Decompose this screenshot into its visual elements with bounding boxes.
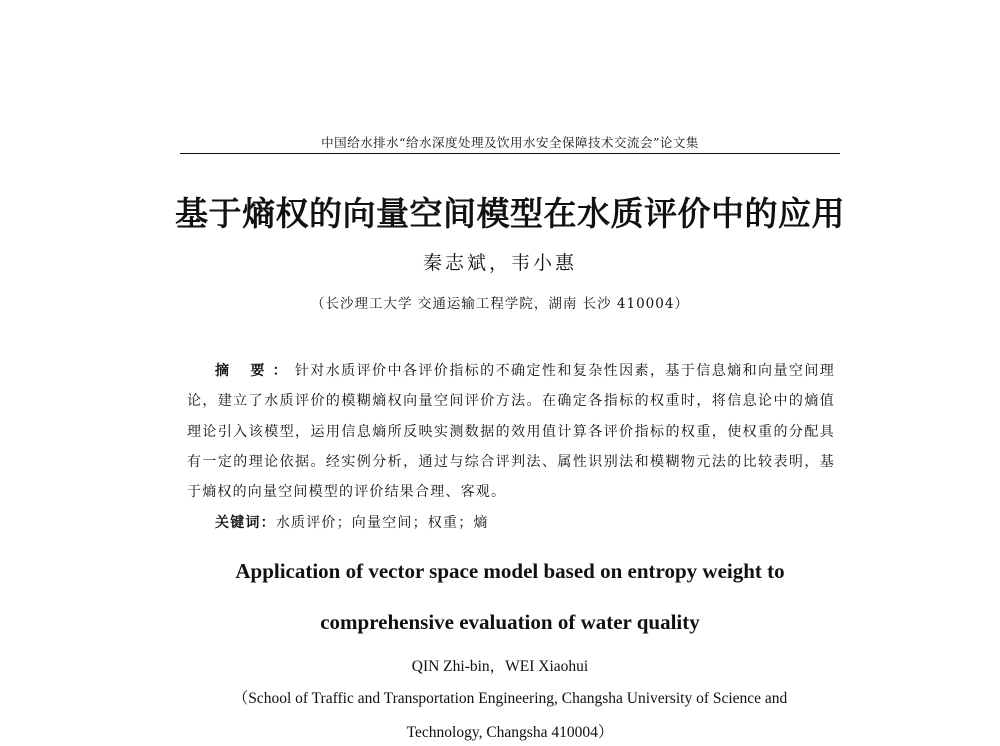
affiliation-cn: （长沙理工大学 交通运输工程学院，湖南 长沙 410004） [311,296,689,312]
keywords-cn [215,512,835,532]
authors-en: QIN Zhi-bin，WEI Xiaohui [411,658,589,675]
header-rule [180,153,840,154]
abstract-label: 摘 要： [215,363,295,379]
paper-title-en-line2: comprehensive evaluation of water quality [320,610,700,634]
abstract-cn [187,356,835,507]
abstract-text: 针对水质评价中各评价指标的不确定性和复杂性因素，基于信息熵和向量空间理论，建立了水质评价的模糊熵权向量空间评价方法。在确定各指标的权重时，将信息论中的熵值理论引入该模型，运用信息熵所反映实测数据的效用值计算各评价指标的权重，使权重的分配具有一定的理论依据。经实例分析，通过与综合评判法、属性识别法和模糊物元法的比较表明，基于熵权的向量空间模型的评价结果合理、客观。 [187,363,836,501]
affiliation-en-line2: Technology, Changsha 410004） [406,724,614,741]
proceedings-header: 中国给水排水“给水深度处理及饮用水安全保障技术交流会”论文集 [321,135,699,150]
authors-cn: 秦志斌，韦小惠 [422,252,577,274]
affiliation-en-line1: （School of Traffic and Transportation Engineering, Changsha University of Science and [232,690,788,707]
paper-title-cn: 基于熵权的向量空间模型在水质评价中的应用 [175,194,845,233]
keywords-label: 关键词： [215,515,276,531]
keywords-text: 水质评价；向量空间；权重；熵 [275,515,489,531]
paper-title-en-line1: Application of vector space model based on entropy weight to [235,559,785,583]
